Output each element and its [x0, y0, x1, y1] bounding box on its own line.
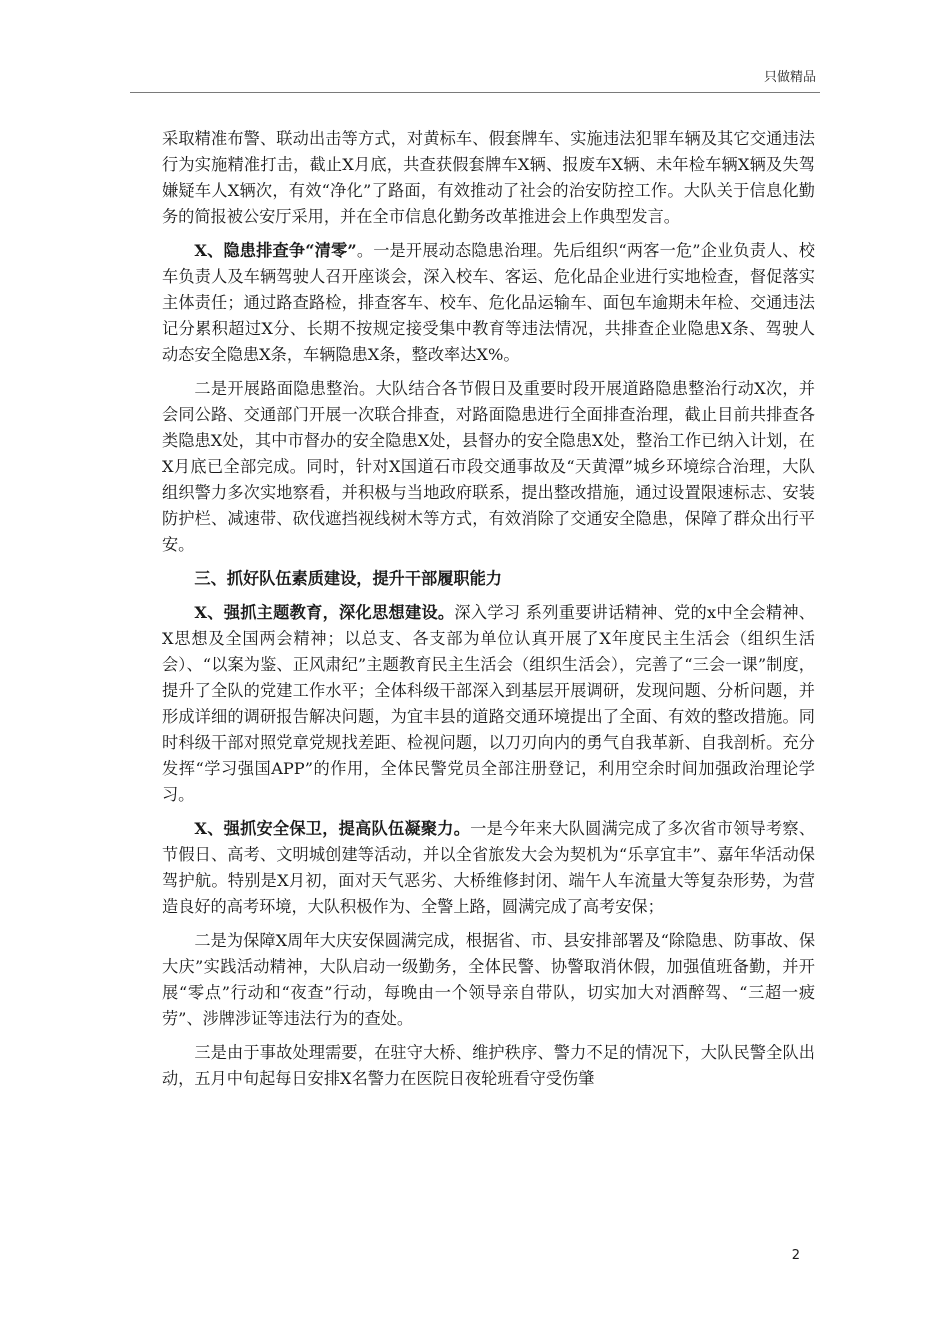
paragraph-anniversary-security: 二是为保障X周年大庆安保圆满完成，根据省、市、县安排部署及“除隐患、防事故、保大庆”实践活动精神，大队启动一级勤务，全体民警、协警取消休假，加强值班备勤，并开展“零点”行动和“夜查”行动，每晚由一个领导亲自带队，切实加大对酒醉驾、“三超一疲劳”、涉牌涉证等违法行为的查处。 [162, 931, 815, 1028]
paragraph-text: 。一是开展动态隐患治理。先后组织“两客一危”企业负责人、校车负责人及车辆驾驶人召开座谈会，深入校车、客运、危化品企业进行实地检查，督促落实主体责任；通过路查路检，排查客车、校车、危化品运输车、面包车逾期未年检、交通违法记分累积超过X分、长期不按规定接受集中教育等违法情况，共排查企业隐患X条、驾驶人动态安全隐患X条，车辆隐患X条，整改率达X%。 [162, 241, 815, 364]
paragraph-continuation: 采取精准布警、联动出击等方式，对黄标车、假套牌车、实施违法犯罪车辆及其它交通违法行为实施精准打击，截止X月底，共查获假套牌车X辆、报废车X辆、未年检车辆X辆及失驾嫌疑车人X辆次，有效“净化”了路面，有效推动了社会的治安防控工作。大队关于信息化勤务的简报被公安厅采用，并在全市信息化勤务改革推进会上作典型发言。 [162, 129, 815, 226]
paragraph-accident-handling: 三是由于事故处理需要，在驻守大桥、维护秩序、警力不足的情况下，大队民警全队出动，五月中旬起每日安排X名警力在医院日夜轮班看守受伤肇 [162, 1043, 815, 1088]
paragraph-text: 一是今年来大队圆满完成了多次省市领导考察、节假日、高考、文明城创建等活动，并以全省旅发大会为契机为“乐享宜丰”、嘉年华活动保驾护航。特别是X月初，面对天气恶劣、大桥维修封闭、端午人车流量大等复杂形势，为营造良好的高考环境，大队积极作为、全警上路，圆满完成了高考安保； [162, 819, 816, 916]
paragraph-lead: X、强抓安全保卫，提高队伍凝聚力。 [194, 819, 471, 838]
paragraph-text: 深入学习 系列重要讲话精神、党的x中全会精神、X思想及全国两会精神；以总支、各支部为单位认真开展了X年度民主生活会（组织生活会）、“以案为鉴、正风肃纪”主题教育民主生活会（组织生活会），完善了“三会一课”制度，提升了全队的党建工作水平；全体科级干部深入到基层开展调研，发现问题、分析问题，并形成详细的调研报告解决问题，为宜丰县的道路交通环境提出了全面、有效的整改措施。同时科级干部对照党章党规找差距、检视问题，以刀刃向内的勇气自我革新、自我剖析。充分发挥“学习强国APP”的作用，全体民警党员全部注册登记，利用空余时间加强政治理论学习。 [162, 603, 815, 804]
paragraph-lead: X、强抓主题教育，深化思想建设。 [194, 603, 455, 622]
paragraph-hazard-clearing [162, 238, 815, 368]
page-number: 2 [791, 1248, 800, 1263]
section-heading: 三、抓好队伍素质建设，提升干部履职能力 [194, 569, 502, 588]
paragraph-theme-education [162, 600, 815, 808]
document-body [162, 126, 815, 1100]
header-divider [130, 92, 820, 93]
paragraph-security [162, 816, 815, 920]
page-header-label: 只做精品 [763, 70, 816, 85]
paragraph-road-hazard: 二是开展路面隐患整治。大队结合各节假日及重要时段开展道路隐患整治行动X次，并会同公路、交通部门开展一次联合排查，对路面隐患进行全面排查治理，截止目前共排查各类隐患X处，其中市督办的安全隐患X处，县督办的安全隐患X处，整治工作已纳入计划，在X月底已全部完成。同时，针对X国道石市段交通事故及“天黄潭”城乡环境综合治理，大队组织警力多次实地察看，并积极与当地政府联系，提出整改措施，通过设置限速标志、安装防护栏、减速带、砍伐遮挡视线树木等方式，有效消除了交通安全隐患，保障了群众出行平安。 [162, 379, 815, 554]
paragraph-lead: X、隐患排查争“清零” [194, 241, 357, 260]
